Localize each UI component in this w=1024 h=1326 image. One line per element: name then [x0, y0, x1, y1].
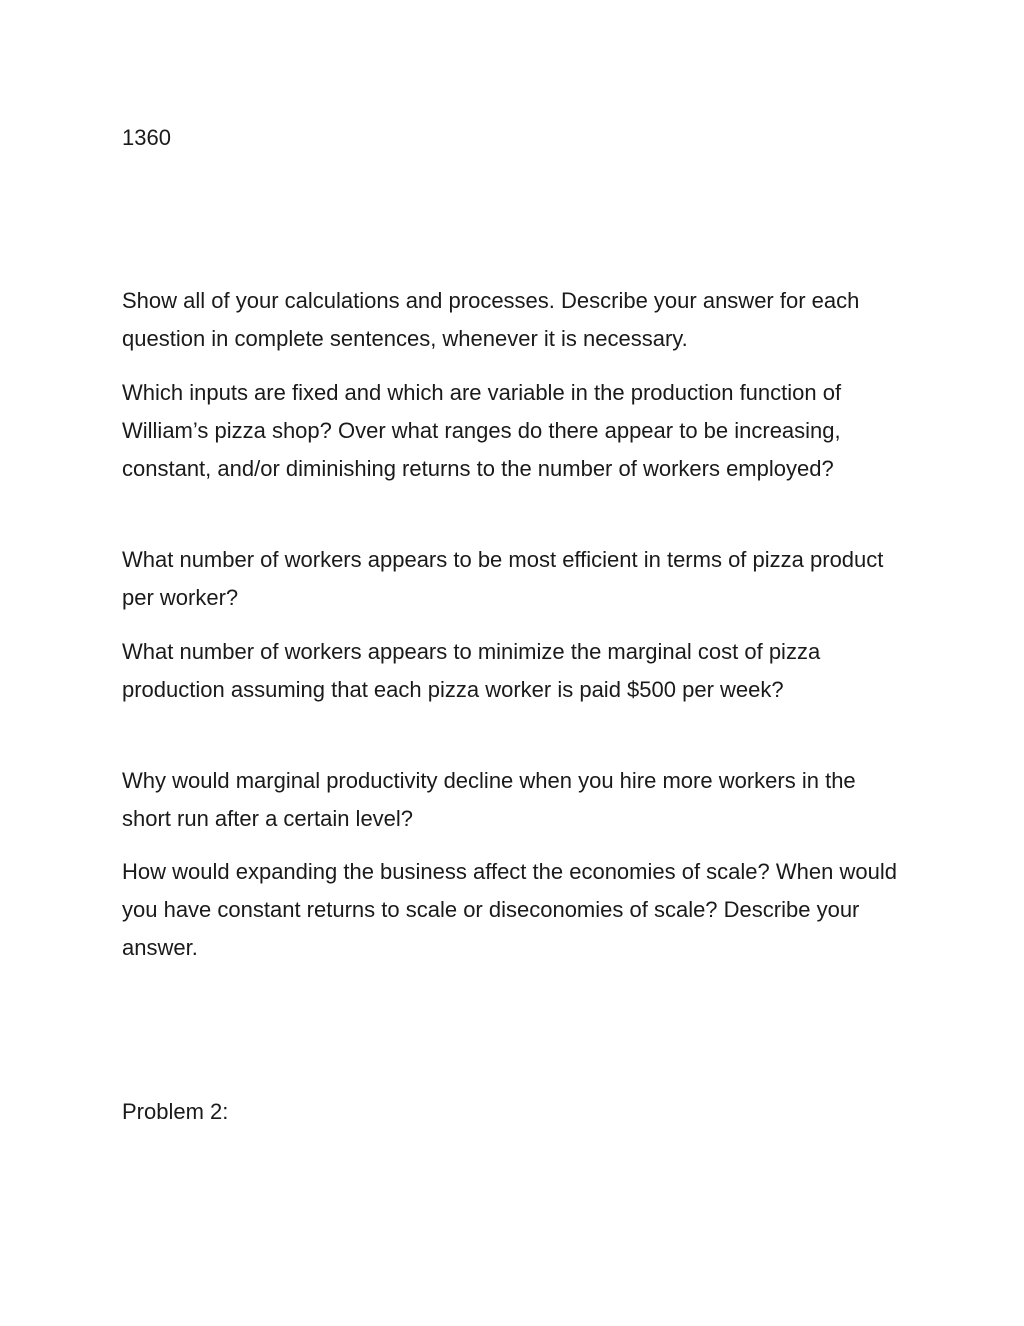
question-fixed-variable-inputs: Which inputs are fixed and which are variable in the production function of William’s pizza shop? Over what ranges do there appear to be increasing, constant, and/or diminishing returns to the number of workers employed? [122, 380, 842, 481]
question-economies-of-scale: How would expanding the business affect the economies of scale? When would you have constant returns to scale or diseconomies of scale? Describe your answer. [122, 859, 897, 960]
question-most-efficient-workers: What number of workers appears to be most efficient in terms of pizza product per worker? [122, 547, 884, 610]
header-number: 1360 [122, 125, 171, 150]
instructions-paragraph: Show all of your calculations and processes. Describe your answer for each question in complete sentences, whenever it is necessary. [122, 288, 860, 351]
problem-2-label: Problem 2: [122, 1099, 229, 1124]
question-marginal-productivity-decline: Why would marginal productivity decline when you hire more workers in the short run after a certain level? [122, 768, 856, 831]
question-minimize-marginal-cost: What number of workers appears to minimize the marginal cost of pizza production assuming that each pizza worker is paid $500 per week? [122, 639, 821, 702]
